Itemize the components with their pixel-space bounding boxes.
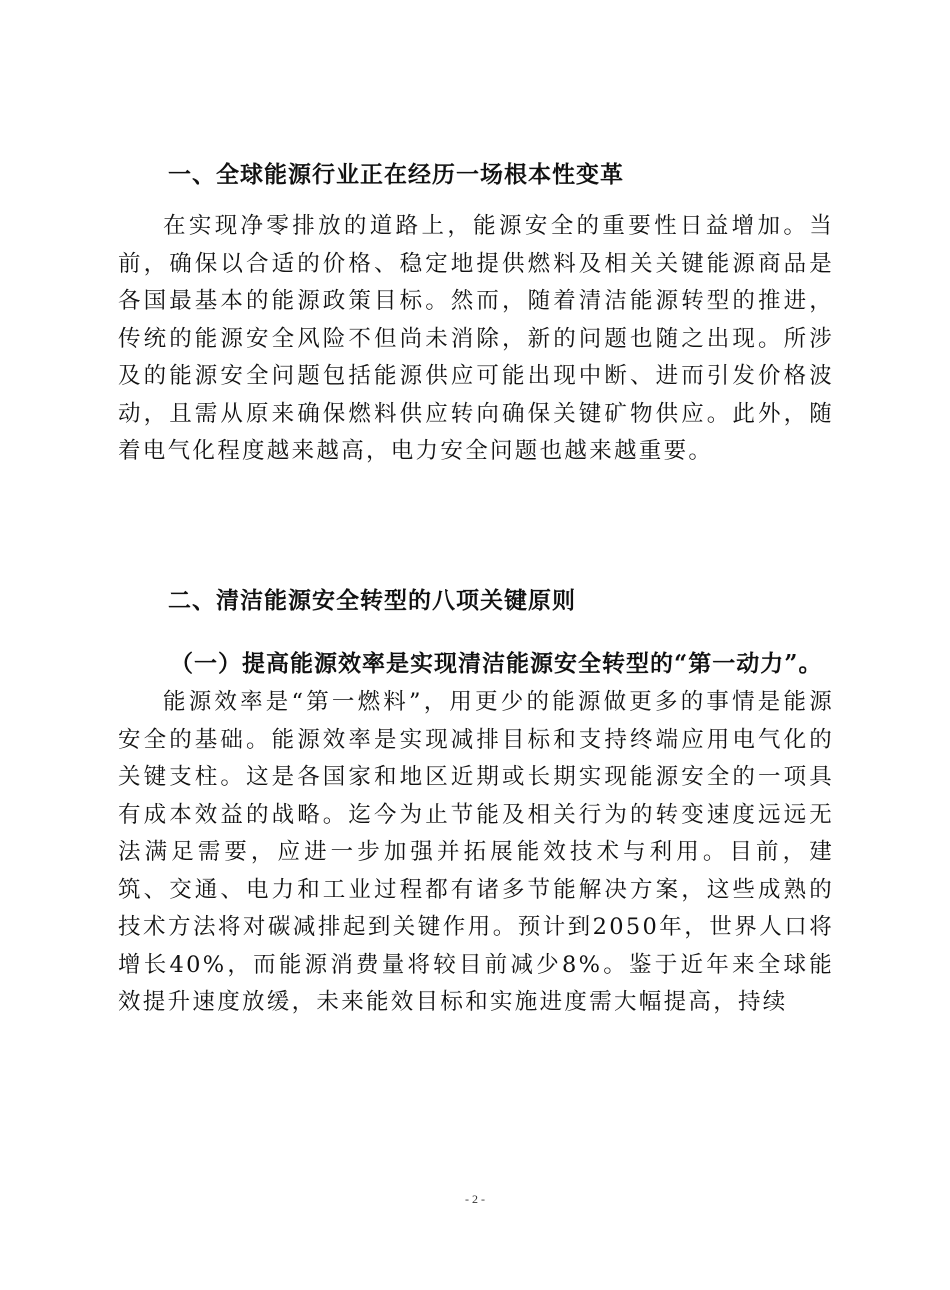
subsection-1-paragraph: 能源效率是“第一燃料”，用更少的能源做更多的事情是能源安全的基础。能源效率是实现减排目标和支持终端应用电气化的关键支柱。这是各国家和地区近期或长期实现能源安全的一项具有成本效益的战略。迄今为止节能及相关行为的转变速度远远无法满足需要，应进一步加强并拓展能效技术与利用。目前，建筑、交通、电力和工业过程都有诸多节能解决方案，这些成熟的技术方法将对碳减排起到关键作用。预计到2050年，世界人口将增长40%，而能源消费量将较目前减少8%。鉴于近年来全球能效提升速度放缓，未来能效目标和实施进度需大幅提高，持续 xyxy=(118,689,834,1015)
section-1-paragraph: 在实现净零排放的道路上，能源安全的重要性日益增加。当前，确保以合适的价格、稳定地提供燃料及相关关键能源商品是各国最基本的能源政策目标。然而，随着清洁能源转型的推进，传统的能源安全风险不但尚未消除，新的问题也随之出现。所涉及的能源安全问题包括能源供应可能出现中断、进而引发价格波动，且需从原来确保燃料供应转向确保关键矿物供应。此外，随着电气化程度越来越高，电力安全问题也越来越重要。 xyxy=(118,213,834,464)
page-number: - 2 - xyxy=(465,1192,485,1206)
section-2-heading: 二、清洁能源安全转型的八项关键原则 xyxy=(168,588,576,614)
section-1-heading: 一、全球能源行业正在经历一场根本性变革 xyxy=(168,162,624,188)
subsection-1-heading: （一）提高能源效率是实现清洁能源安全转型的“第一动力”。 xyxy=(170,650,823,677)
